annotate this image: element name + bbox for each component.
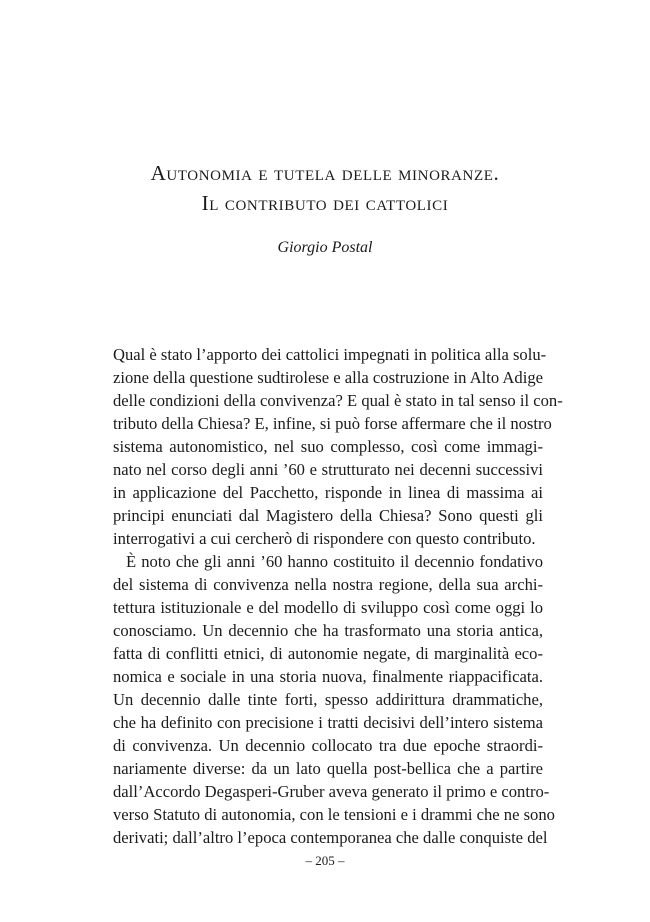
text-line: delle condizioni della convivenza? E qual è stato in tal senso il con-	[113, 391, 563, 410]
text-line: principi enunciati dal Magistero della Chiesa? Sono questi gli	[113, 506, 543, 525]
text-line: di convivenza. Un decennio collocato tra due epoche straordi-	[113, 736, 543, 755]
text-line: zione della questione sudtirolese e alla costruzione in Alto Adige	[113, 368, 543, 387]
page-number: – 205 –	[305, 853, 345, 868]
chapter-title-line-1: Autonomia e tutela delle minoranze.	[150, 161, 500, 185]
text-line: tributo della Chiesa? E, infine, si può forse affermare che il nostro	[113, 414, 552, 433]
text-line: conosciamo. Un decennio che ha trasformato una storia antica,	[113, 621, 543, 640]
text-line: È noto che gli anni ’60 hanno costituito il decennio fondativo	[126, 552, 543, 571]
text-line: nato nel corso degli anni ’60 e strutturato nei decenni successivi	[113, 460, 543, 479]
text-line: nomica e sociale in una storia nuova, finalmente riappacificata.	[113, 667, 543, 686]
text-line: interrogativi a cui cercherò di rispondere con questo contributo.	[113, 529, 536, 548]
text-line: sistema autonomistico, nel suo complesso, così come immagi-	[113, 437, 543, 456]
text-line: verso Statuto di autonomia, con le tensioni e i drammi che ne sono	[113, 805, 555, 824]
text-line: del sistema di convivenza nella nostra regione, della sua archi-	[113, 575, 543, 594]
text-line: fatta di conflitti etnici, di autonomie negate, di marginalità eco-	[113, 644, 543, 663]
text-line: derivati; dall’altro l’epoca contemporanea che dalle conquiste del	[113, 828, 548, 847]
text-line: che ha definito con precisione i tratti decisivi dell’intero sistema	[113, 713, 543, 732]
author-name: Giorgio Postal	[277, 239, 373, 256]
text-line: dall’Accordo Degasperi-Gruber aveva generato il primo e contro-	[113, 782, 550, 801]
text-line: in applicazione del Pacchetto, risponde in linea di massima ai	[113, 483, 543, 502]
text-line: Un decennio dalle tinte forti, spesso addirittura drammatiche,	[113, 690, 543, 709]
text-line: tettura istituzionale e del modello di sviluppo così come oggi lo	[113, 598, 543, 617]
text-line: Qual è stato l’apporto dei cattolici impegnati in politica alla solu-	[113, 345, 547, 364]
text-line: nariamente diverse: da un lato quella post-bellica che a partire	[113, 759, 543, 778]
chapter-title-line-2: Il contributo dei cattolici	[201, 191, 449, 215]
